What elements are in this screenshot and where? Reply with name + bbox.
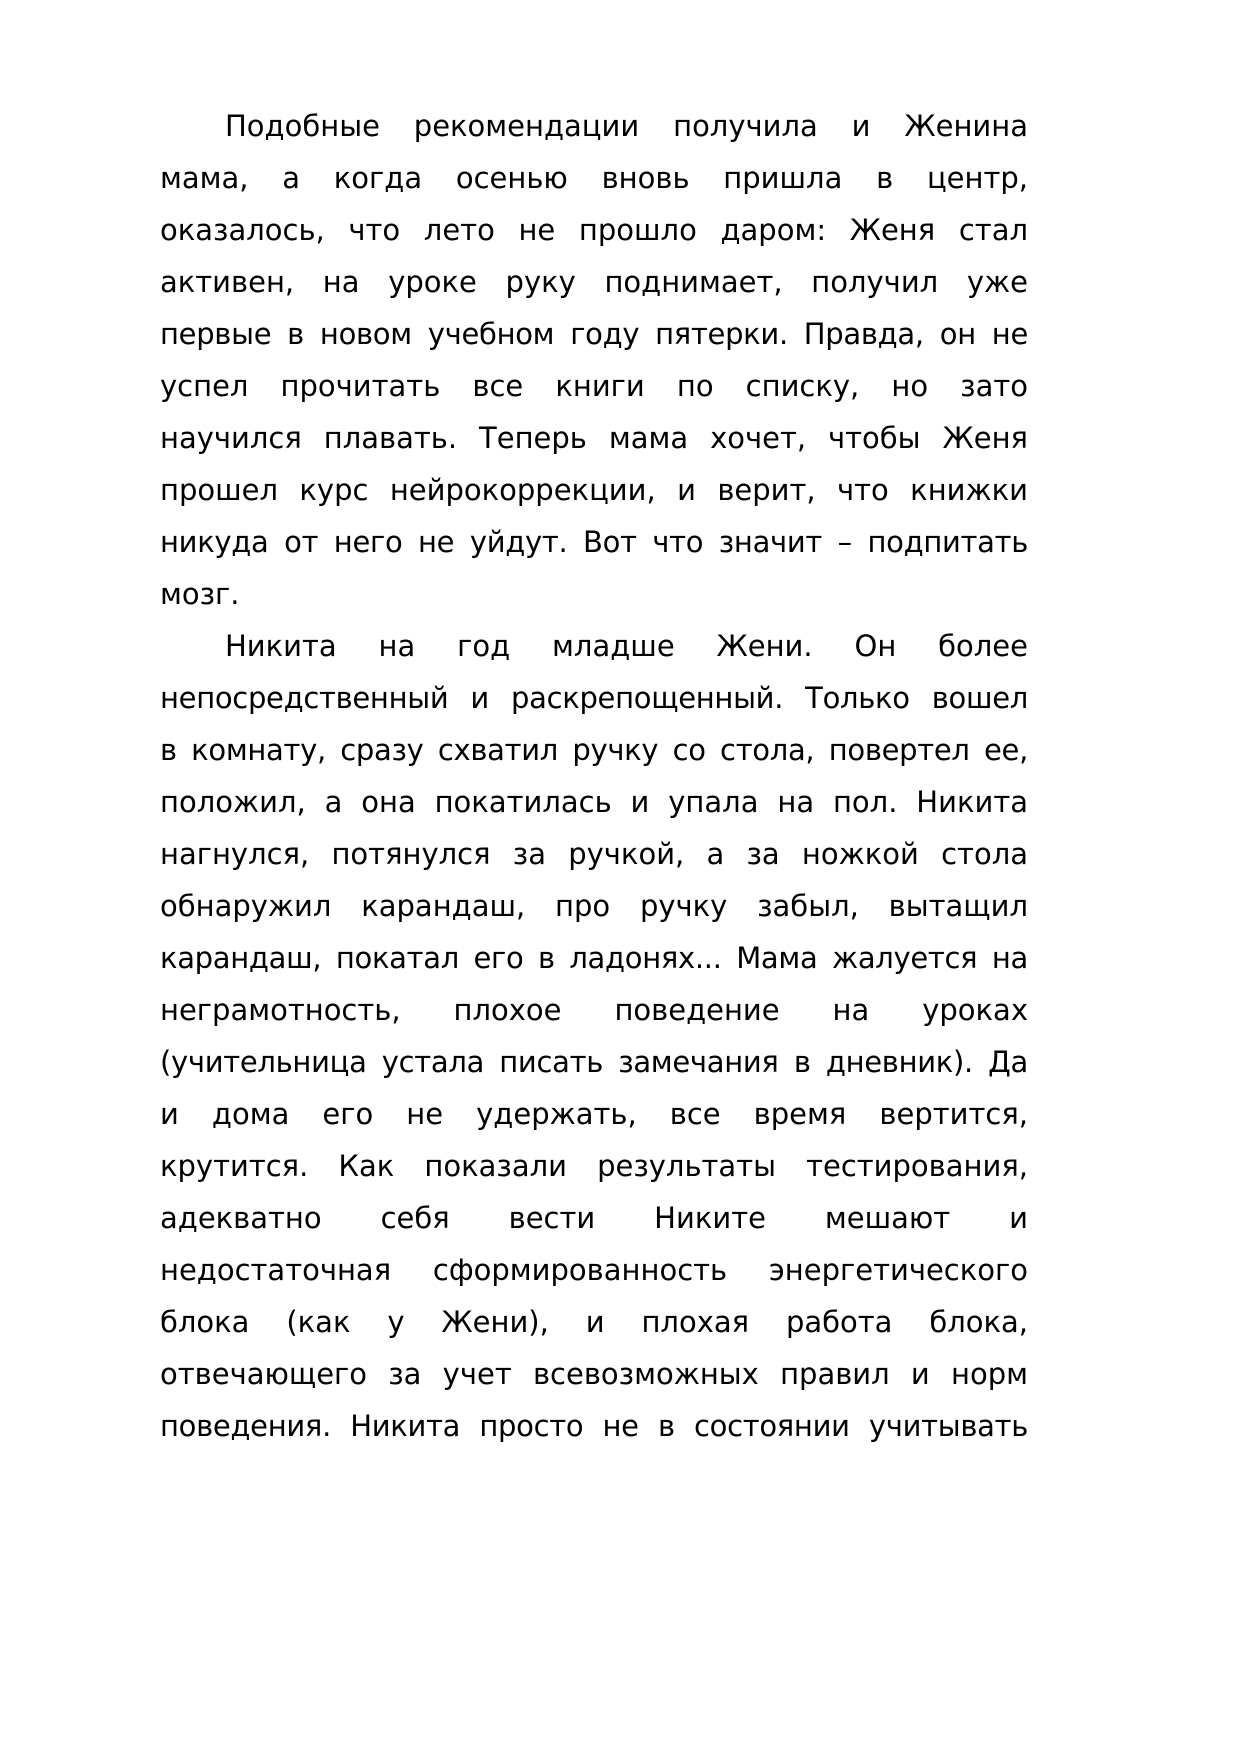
text-line: прошел курс нейрокоррекции, и верит, что книжки xyxy=(160,473,1028,507)
text-line: недостаточная сформированность энергетического xyxy=(160,1253,1028,1287)
text-line: неграмотность, плохое поведение на уроках xyxy=(160,993,1028,1027)
text-line: непосредственный и раскрепощенный. Только вошел xyxy=(160,681,1028,715)
text-line: крутится. Как показали результаты тестирования, xyxy=(160,1149,1028,1183)
text-line: поведения. Никита просто не в состоянии учитывать xyxy=(160,1409,1028,1443)
text-line: Никита на год младше Жени. Он более xyxy=(225,629,1028,663)
text-line: карандаш, покатал его в ладонях... Мама жалуется на xyxy=(160,941,1028,975)
text-line: нагнулся, потянулся за ручкой, а за ножкой стола xyxy=(160,837,1028,871)
text-line: в комнату, сразу схватил ручку со стола, повертел ее, xyxy=(160,733,1028,767)
text-line: первые в новом учебном году пятерки. Правда, он не xyxy=(160,317,1028,351)
text-line: мама, а когда осенью вновь пришла в центр, xyxy=(160,161,1028,195)
text-line: адекватно себя вести Никите мешают и xyxy=(160,1201,1028,1235)
document-page xyxy=(160,100,1028,1452)
paragraph-nikita xyxy=(160,620,1028,1452)
text-line: Подобные рекомендации получила и Женина xyxy=(225,109,1028,143)
text-line: блока (как у Жени), и плохая работа блока, xyxy=(160,1305,1028,1339)
text-line: никуда от него не уйдут. Вот что значит – подпитать xyxy=(160,525,1028,559)
text-line: научился плавать. Теперь мама хочет, чтобы Женя xyxy=(160,421,1028,455)
text-line: оказалось, что лето не прошло даром: Женя стал xyxy=(160,213,1028,247)
text-line: положил, а она покатилась и упала на пол. Никита xyxy=(160,785,1028,819)
text-line: отвечающего за учет всевозможных правил и норм xyxy=(160,1357,1028,1391)
text-line: обнаружил карандаш, про ручку забыл, вытащил xyxy=(160,889,1028,923)
text-line: мозг. xyxy=(160,577,240,611)
text-line: (учительница устала писать замечания в дневник). Да xyxy=(160,1045,1028,1079)
text-line: активен, на уроке руку поднимает, получил уже xyxy=(160,265,1028,299)
text-line: успел прочитать все книги по списку, но зато xyxy=(160,369,1028,403)
text-line: и дома его не удержать, все время вертится, xyxy=(160,1097,1028,1131)
paragraph-zhenya xyxy=(160,100,1028,620)
